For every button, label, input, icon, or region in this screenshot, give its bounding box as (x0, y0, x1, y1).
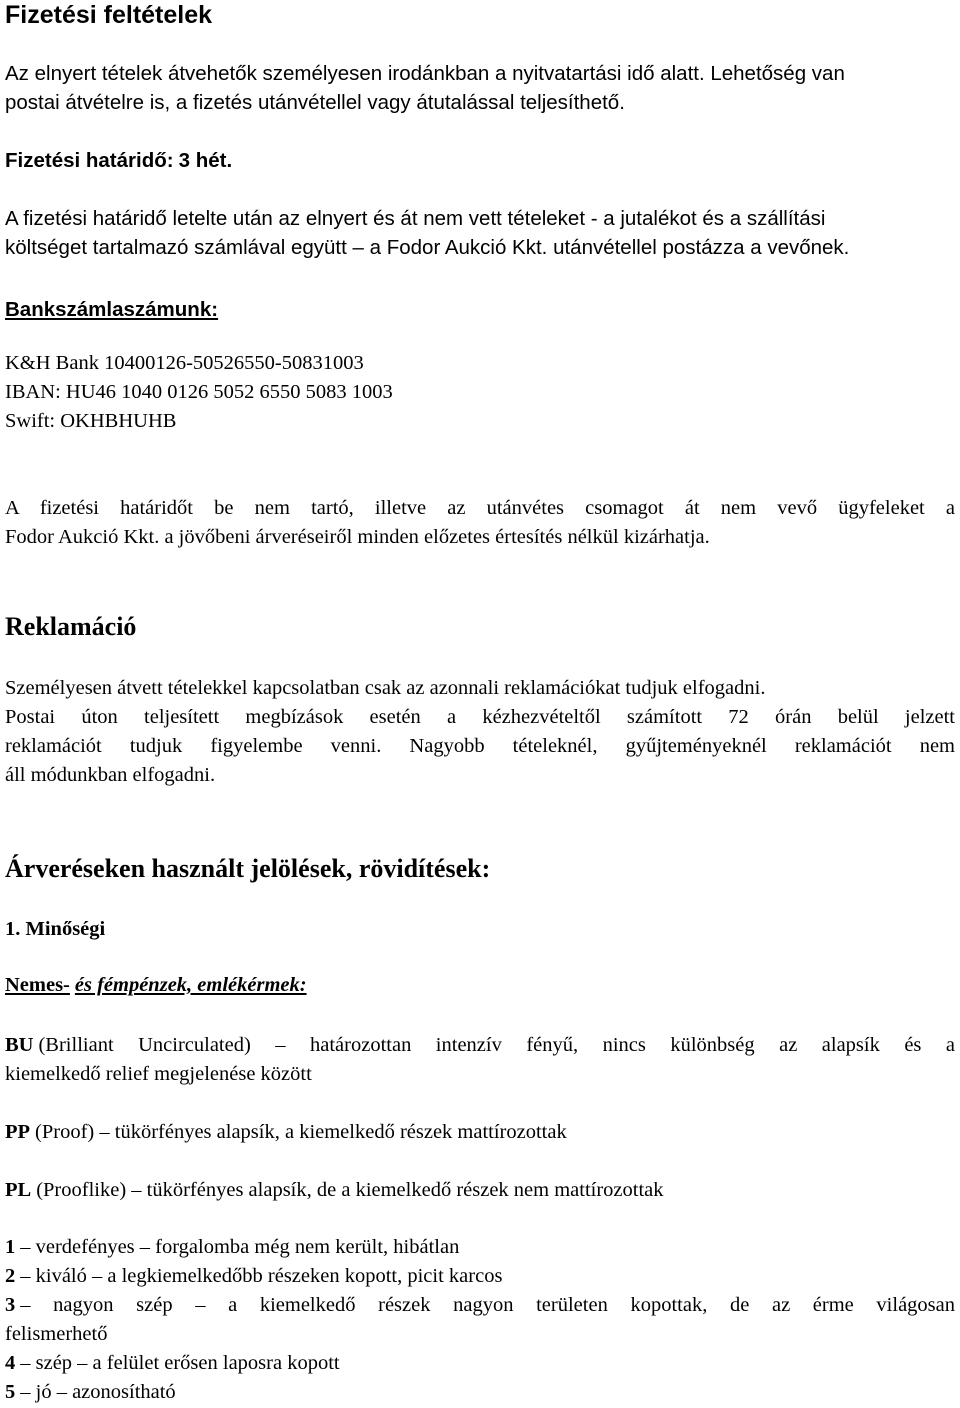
payment-terms-line-2: postai átvételre is, a fizetés utánvétellel vagy átutalással teljesíthető. (5, 91, 625, 114)
payment-deadline-label: Fizetési határidő: (5, 149, 174, 172)
bank-account-number: K&H Bank 10400126-50526550-50831003 (5, 352, 364, 374)
grade-item-1 (5, 1233, 955, 1262)
coin-category-italic: és fémpénzek, emlékérmek: (74, 974, 307, 996)
bu-definition-line-1 (5, 1031, 955, 1060)
deadline-expiry-line-2: költséget tartalmazó számlával együtt – a Fodor Aukció Kkt. utánvétellel postázza a vevőnek. (5, 236, 850, 259)
payment-terms-paragraph (5, 59, 955, 117)
quality-subtitle: 1. Minőségi (5, 918, 106, 940)
payment-terms-line-1: Az elnyert tételek átvehetők személyesen irodánkban a nyitvatartási idő alatt. Lehetőség van (5, 62, 845, 85)
grade-item-2 (5, 1262, 955, 1291)
exclusion-line-1: A fizetési határidőt be nem tartó, illetve az utánvétes csomagot át nem vevő ügyfeleket a (5, 497, 955, 519)
complaints-line-3: reklamációt tudjuk figyelembe venni. Nagyobb tételeknél, gyűjteményeknél reklamációt nem (5, 735, 955, 757)
complaints-title: Reklamáció (5, 612, 137, 641)
bu-definition-text: (Brilliant Uncirculated) – határozottan intenzív fényű, nincs különbség az alapsík és a (38, 1034, 955, 1056)
bu-abbreviation: BU (5, 1034, 34, 1056)
payment-terms-title: Fizetési feltételek (5, 1, 213, 29)
grade-item-3 (5, 1291, 955, 1320)
grade-number: 4 (5, 1352, 16, 1374)
grade-number: 2 (5, 1265, 16, 1287)
grade-item-4 (5, 1349, 955, 1378)
grade-item-3-continuation: felismerhető (5, 1323, 108, 1345)
coin-category-heading (5, 971, 955, 1000)
exclusion-paragraph (5, 494, 955, 552)
grade-text: – verdefényes – forgalomba még nem került, hibátlan (20, 1236, 460, 1258)
coin-category-prefix: Nemes- (5, 974, 70, 996)
grade-number: 1 (5, 1236, 16, 1258)
bank-account-heading: Bankszámlaszámunk: (5, 298, 219, 321)
complaints-line-4: áll módunkban elfogadni. (5, 764, 216, 786)
pp-definition-text: (Proof) – tükörfényes alapsík, a kiemelkedő részek mattírozottak (35, 1121, 567, 1143)
complaints-line-1: Személyesen átvett tételekkel kapcsolatban csak az azonnali reklamációkat tudjuk elfogadni. (5, 677, 766, 699)
pp-abbreviation: PP (5, 1121, 31, 1143)
bank-details (5, 349, 955, 436)
bu-definition (5, 1031, 955, 1089)
payment-deadline-value: 3 hét. (178, 149, 233, 172)
pp-definition (5, 1118, 955, 1147)
pl-definition-text: (Prooflike) – tükörfényes alapsík, de a kiemelkedő részek nem mattírozottak (36, 1179, 664, 1201)
grade-text: – jó – azonosítható (20, 1381, 176, 1403)
exclusion-line-2: Fodor Aukció Kkt. a jövőbeni árveréseiről minden előzetes értesítés nélkül kizárhatja. (5, 526, 710, 548)
complaints-line-2: Postai úton teljesített megbízások esetén a kézhezvételtől számított 72 órán belül jelzett (5, 706, 955, 728)
grade-list (5, 1233, 955, 1407)
grade-text: – szép – a felület erősen laposra kopott (20, 1352, 340, 1374)
pl-definition (5, 1176, 955, 1205)
grade-number: 3 (5, 1294, 16, 1316)
payment-deadline (5, 146, 955, 175)
bank-iban: IBAN: HU46 1040 0126 5052 6550 5083 1003 (5, 381, 393, 403)
notation-title: Árveréseken használt jelölések, rövidítések: (5, 854, 491, 883)
complaints-paragraph (5, 674, 955, 790)
pl-abbreviation: PL (5, 1179, 32, 1201)
grade-number: 5 (5, 1381, 16, 1403)
bu-definition-line-2: kiemelkedő relief megjelenése között (5, 1063, 312, 1085)
grade-item-5 (5, 1378, 955, 1407)
grade-text: – nagyon szép – a kiemelkedő részek nagyon területen kopottak, de az érme világosan (20, 1294, 955, 1316)
deadline-expiry-line-1: A fizetési határidő letelte után az elnyert és át nem vett tételeket - a jutalékot és a szállítási (5, 207, 826, 230)
grade-text: – kiváló – a legkiemelkedőbb részeken kopott, picit karcos (20, 1265, 503, 1287)
deadline-expiry-paragraph (5, 204, 955, 262)
bank-swift: Swift: OKHBHUHB (5, 410, 177, 432)
